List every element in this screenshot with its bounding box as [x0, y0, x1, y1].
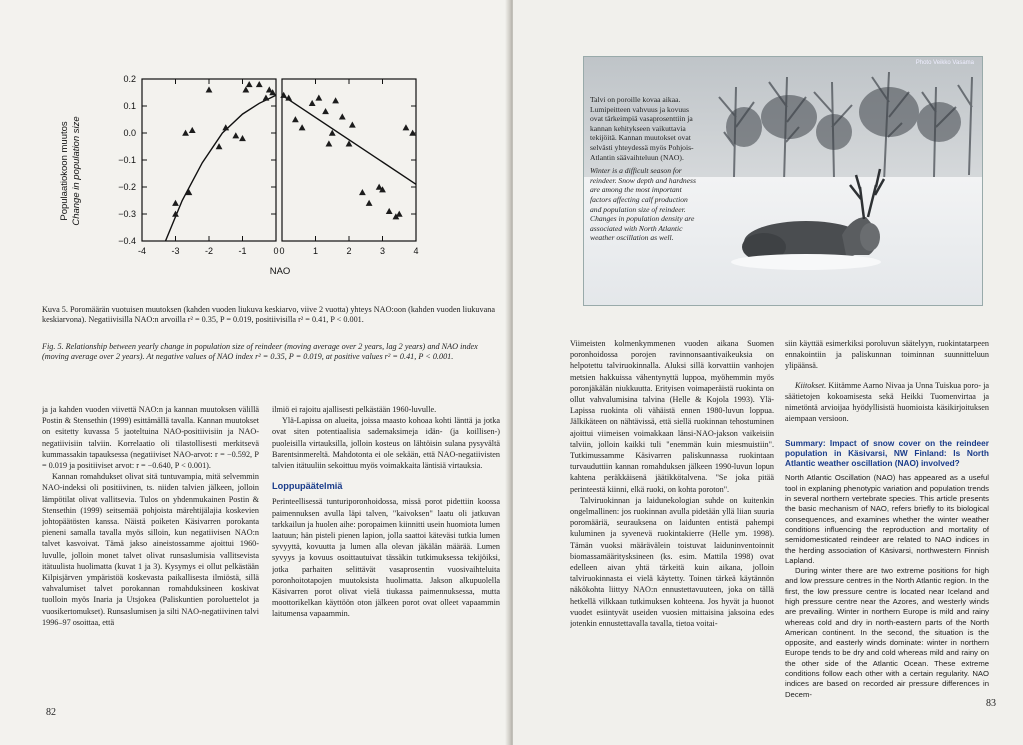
y-axis-label-fi: Populaatiokoon muutos [59, 121, 70, 221]
nao-population-chart [42, 56, 500, 294]
data-point [189, 127, 196, 133]
summary-heading: Summary: Impact of snow cover on the reindeer population in Käsivarsi, NW Finland: Is North Atlantic weather oscillation (NAO) involved? [785, 438, 989, 469]
y-tick-label: 0.2 [123, 74, 136, 84]
x-tick-label: 2 [346, 246, 352, 256]
data-point [326, 140, 333, 146]
data-point [232, 132, 239, 138]
acknowledgements-text: Kiitämme Aarno Nivaa ja Unna Tuiskua poro- ja säätietojen kokoamisesta sekä Heikki Tuomenvirtaa ja nimetöntä arvioijaa hyödyllisistä huomioista käsikirjoituksen aiempaan versioon. [785, 380, 989, 424]
y-tick-label: −0.2 [118, 182, 136, 192]
y-tick-label: −0.3 [118, 209, 136, 219]
fit-curve [166, 95, 277, 241]
data-point [182, 130, 189, 136]
photo-credit: Photo Veikko Vasama [915, 60, 974, 66]
plot-frame [142, 79, 276, 241]
left-column-1 [42, 404, 259, 679]
paragraph: Kannan romahdukset olivat sitä tuntuvampia, mitä selvemmin NAO-indeksi oli positiivinen, ts. niiden talvien jälkeen, jolloin lämpötilat olivat vallitsevia. Tulos on yhdenmukainen Postin & Stensethin (1999) seitsemää pohjoista märehtijälajia koskevien johtopäätösten kanssa. Näistä poiketen Käsivarren porokanta pieneni samalla tavalla myös silloin, kun negatiivisen NAO:n talvet kasvoivat. Tämä jakso aineistossamme ajoittui 1960-luvulle, jolloin monet talvet olivat runsaslumisia vallitsevista itätuulista huolimatta (kuvat 1 ja 3). Kysymys ei ollut pelkästään Kilpisjärven ympäristöä koskevasta paikallisesta ilmiöstä, sillä vahvalumiset talvet porokannan romahduksineen koskivat tuolloin myös Inaria ja Utsjokea (Paliskuntien poroluettelot ja vuosikertomukset). Runsaslumisen ja silti NAO-negatiivinen talvi 1996–97 osoittaa, että [42, 472, 259, 627]
right-column-1 [570, 338, 774, 726]
data-point [396, 211, 403, 217]
summary-paragraph: North Atlantic Oscillation (NAO) has appeared as a useful tool in explaning phenotypic variation and population trends in several northern vertebrate species. This article presents the basic mechanism of NAO, refers briefly to its biological consequences, and examines whether the winter weather conditions influencing the reproduction and mortality of semidomesticated reindeer are related to NAO indices in the herding association of Käsivarsi, northwestern Finnish Lapland. [785, 473, 989, 565]
x-tick-label: 0 [279, 246, 285, 256]
data-point [349, 122, 356, 128]
paragraph: Ylä-Lapissa on alueita, joissa maasto kohoaa kohti länttä ja jotka ovat siten potentiaalisia sademaksimeja idän- (ja koillisen-) puoleisilla virtauksilla, jolloin kosteus on lähtöisin sulana pysyvältä Barentsinmereltä. Mahdotonta ei ole sekään, että NAO-negatiivisten talvien itätuuliin sekoittuu myös voimakkaita läntisiä virtauksia. [272, 416, 500, 471]
y-tick-label: −0.1 [118, 155, 136, 165]
x-tick-label: 3 [379, 246, 386, 256]
x-tick-label: -3 [171, 246, 180, 256]
right-page [513, 0, 1023, 745]
summary-paragraph: During winter there are two extreme positions for high and low pressure centres in the North Atlantic region. In the first, the low pressure centre is located near Iceland and high pressure centre near the Azores, and westerly winds are prevailing. Winter in northern Europe is mild and rainy whereas cold and dry in north-eastern parts of the North American continent. In the second, the situation is the opposite, and easterly winds dominate: winter in northern Europe tends to be dry and cold whereas mild and rainy on the other side of the Atlantic Ocean. These extreme conditions follow each other with a certain regularity. NAO indices are based on recorded air pressure differences in Decem- [785, 566, 989, 699]
section-heading: Loppupäätelmiä [272, 481, 343, 492]
data-point [332, 97, 339, 103]
data-point [242, 86, 249, 92]
data-point [206, 86, 213, 92]
data-point [280, 92, 287, 98]
page-number: 82 [46, 707, 56, 718]
data-point [322, 108, 329, 114]
data-point [366, 200, 373, 206]
x-tick-label: 0 [273, 246, 279, 256]
fit-line [282, 95, 416, 184]
acknowledgements [785, 380, 989, 425]
photo-caption-en: Winter is a difficult season for reindeer. Snow depth and hardness are among the most important factors affecting calf production and population size of reindeer. Changes in population density are associated with North Atlantic weather oscillation as well. [590, 166, 696, 243]
left-page [0, 0, 509, 745]
page-number: 83 [986, 698, 996, 709]
data-point [239, 135, 246, 141]
x-tick-label: -2 [204, 246, 214, 256]
y-tick-label: 0.1 [123, 101, 136, 111]
figure-caption-fi: Kuva 5. Poromäärän vuotuisen muutoksen (kahden vuoden liukuva keskiarvo, viive 2 vuotta) yhteys NAO:oon (kahden vuoden liukuvana keskiarvona). Negatiivisilla NAO:n arvoilla r² = 0.35, P = 0.019, positiivisilla r² = 0.41, P < 0.001. [42, 305, 495, 325]
acknowledgements-label: Kiitokset. [795, 380, 827, 390]
data-point [299, 124, 306, 130]
photo-caption-fi: Talvi on poroille kovaa aikaa. Lumipeitteen vahvuus ja kovuus ovat tärkeimpiä vasaprosenttiin ja kannan kehitykseen vaikuttavia tekijöitä. Kannan muutokset ovat selvästi yhteydessä myös Pohjois-Atlantin säävaihteluun (NAO). [590, 95, 694, 162]
x-tick-label: 1 [312, 246, 319, 256]
data-point [315, 95, 322, 101]
data-point [263, 95, 270, 101]
y-tick-label: 0.0 [123, 128, 136, 138]
paragraph: Viimeisten kolmenkymmenen vuoden aikana Suomen poronhoidossa porojen ravinnonsaantivaikeuksia on helpotettu talviruokinnalla. Aluksi sillä korvattiin vanhojen metsien hakkuissa vähentynyttä luppoa, myöhemmin myös poronjäkälän niukkuutta. Erityisen voimaperäistä ruokinta on ollut vahvalumisina talvina (Helle & Kojola 1993). Ylä-Lapissa ruokinta oli vähäistä ennen 1980-luvun loppua. Jälkikäteen on nähtävissä, että siellä ruokinnan tehostuminen ajoittui viimeisen voimakkaan länsi-NAO-jakson vaikeisiin talviin, jolloin kaikki tuli "enemmän kuin miesmuistiin". Tutkimussamme Käsivarren paliskunnassa ruokintaan turvauduttiin kannan romahduksen jälkeen 1990-luvun lopun kahtena peräkkäisenä jäätikkötalvena. "Se joka pitää perinteestä kiinni, elkä ruoki, on kohta poroton". [570, 339, 774, 494]
left-column-2 [272, 404, 500, 694]
figure-5 [42, 56, 500, 294]
figure-caption-en: Fig. 5. Relationship between yearly change in population size of reindeer (moving average over 2 years, lag 2 years) and NAO index (moving average over 2 years). At negative values of NAO index r² = 0.35, P = 0.019, at positive values r² = 0.41, P < 0.001. [42, 342, 478, 362]
photo-caption [590, 95, 700, 243]
right-column-2 [785, 338, 989, 723]
data-point [359, 189, 366, 195]
data-point [339, 113, 346, 119]
data-point [246, 81, 253, 87]
x-tick-label: -4 [137, 246, 147, 256]
data-point [216, 143, 223, 149]
paragraph: Talviruokinnan ja laidunekologian suhde on kuitenkin ongelmallinen: jos ruokinnan avulla pidetään yllä liian suuria poromääriä, seurauksena on laidunten entistä pahempi kuluminen ja syvenevä ruokintakierre (Helle ym. 1998). Tämän vuoksi määrävälein toistuvat laiduninventoinnit biomassamääritysksineen (ks. esim. Mattila 1998) ovat edelleen aivan yhtä tärkeitä kuin aikana, jolloin talviruokinnasta ei vielä käytetty. Toinen tärkeä käytännön näkökohta liittyy NAO:n ennustettavuuteen, joka on tällä hetkellä vilkkaan tutkimuksen kohteena. Jos hyvät ja huonot vuodet esiintyvät useiden vuosien mittaisina jaksoina edes jotenkin ennustettavalla tavalla, tietoa voitai- [570, 495, 774, 629]
x-tick-label: 4 [413, 246, 419, 256]
data-point [292, 116, 299, 122]
paragraph: siin käyttää esimerkiksi poroluvun säätelyyn, ruokintatarpeen ennakointiin ja paliskunnan toiminnan suunnitteluun ylipäänsä. [785, 339, 989, 371]
paragraph: ja ja kahden vuoden viivettä NAO:n ja kannan muutoksen välillä Postin & Stensethin (1999) esittämällä tavalla. Kannan muutokset on esitetty kuvassa 5 jaoteltuina NAO-positiivisiin ja NAO-negatiivisiin talviin. Korrelaatio oli tilastollisesti merkitsevä kummassakin tapauksessa (negatiiviset NAO-arvot: r = −0.592, P = 0.019 ja positiiviset arvot: r = −0.640, P < 0.001). [42, 405, 259, 471]
paragraph: Perinteellisessä tunturiporonhoidossa, missä porot pidettiin koossa paimennuksen avulla läpi talven, "kaivoksen" laatu oli jatkuvan tarkkailun ja huolen aihe: poropaimen kiinnitti usein huomiota lumen laatuun; hän pisteli pienen lapion, jolla saattoi käteväsi tutkia lumen syvyyttä, kovuutta ja lumen alla olevan jäkälän määrää. Lumen syvyys ja kovuus osoittautuivat tässäkin tutkimuksessa tekijöiksi, jotka parhaiten selittävät vasaprosentin vuosivaihteluita poronhoitotapojen muutoksista huolimatta. Jakson alkupuolella Käsivarren porot olivat vielä tiukassa paimennuksessa, mutta moottorikelkan käyttöön oton jälkeen porot ovat olleet vapaammin laitumensa vapaammin. [272, 497, 500, 619]
y-tick-label: −0.4 [118, 236, 136, 246]
data-point [256, 81, 263, 87]
data-point [403, 124, 410, 130]
x-tick-label: -1 [238, 246, 247, 256]
x-axis-label: NAO [269, 266, 291, 277]
paragraph: ilmiö ei rajoitu ajallisesti pelkästään 1960-luvulle. [272, 405, 437, 414]
data-point [386, 208, 393, 214]
reindeer-photo [583, 56, 983, 306]
data-point [309, 100, 316, 106]
data-point [172, 200, 179, 206]
y-axis-label-en: Change in population size [71, 116, 82, 226]
